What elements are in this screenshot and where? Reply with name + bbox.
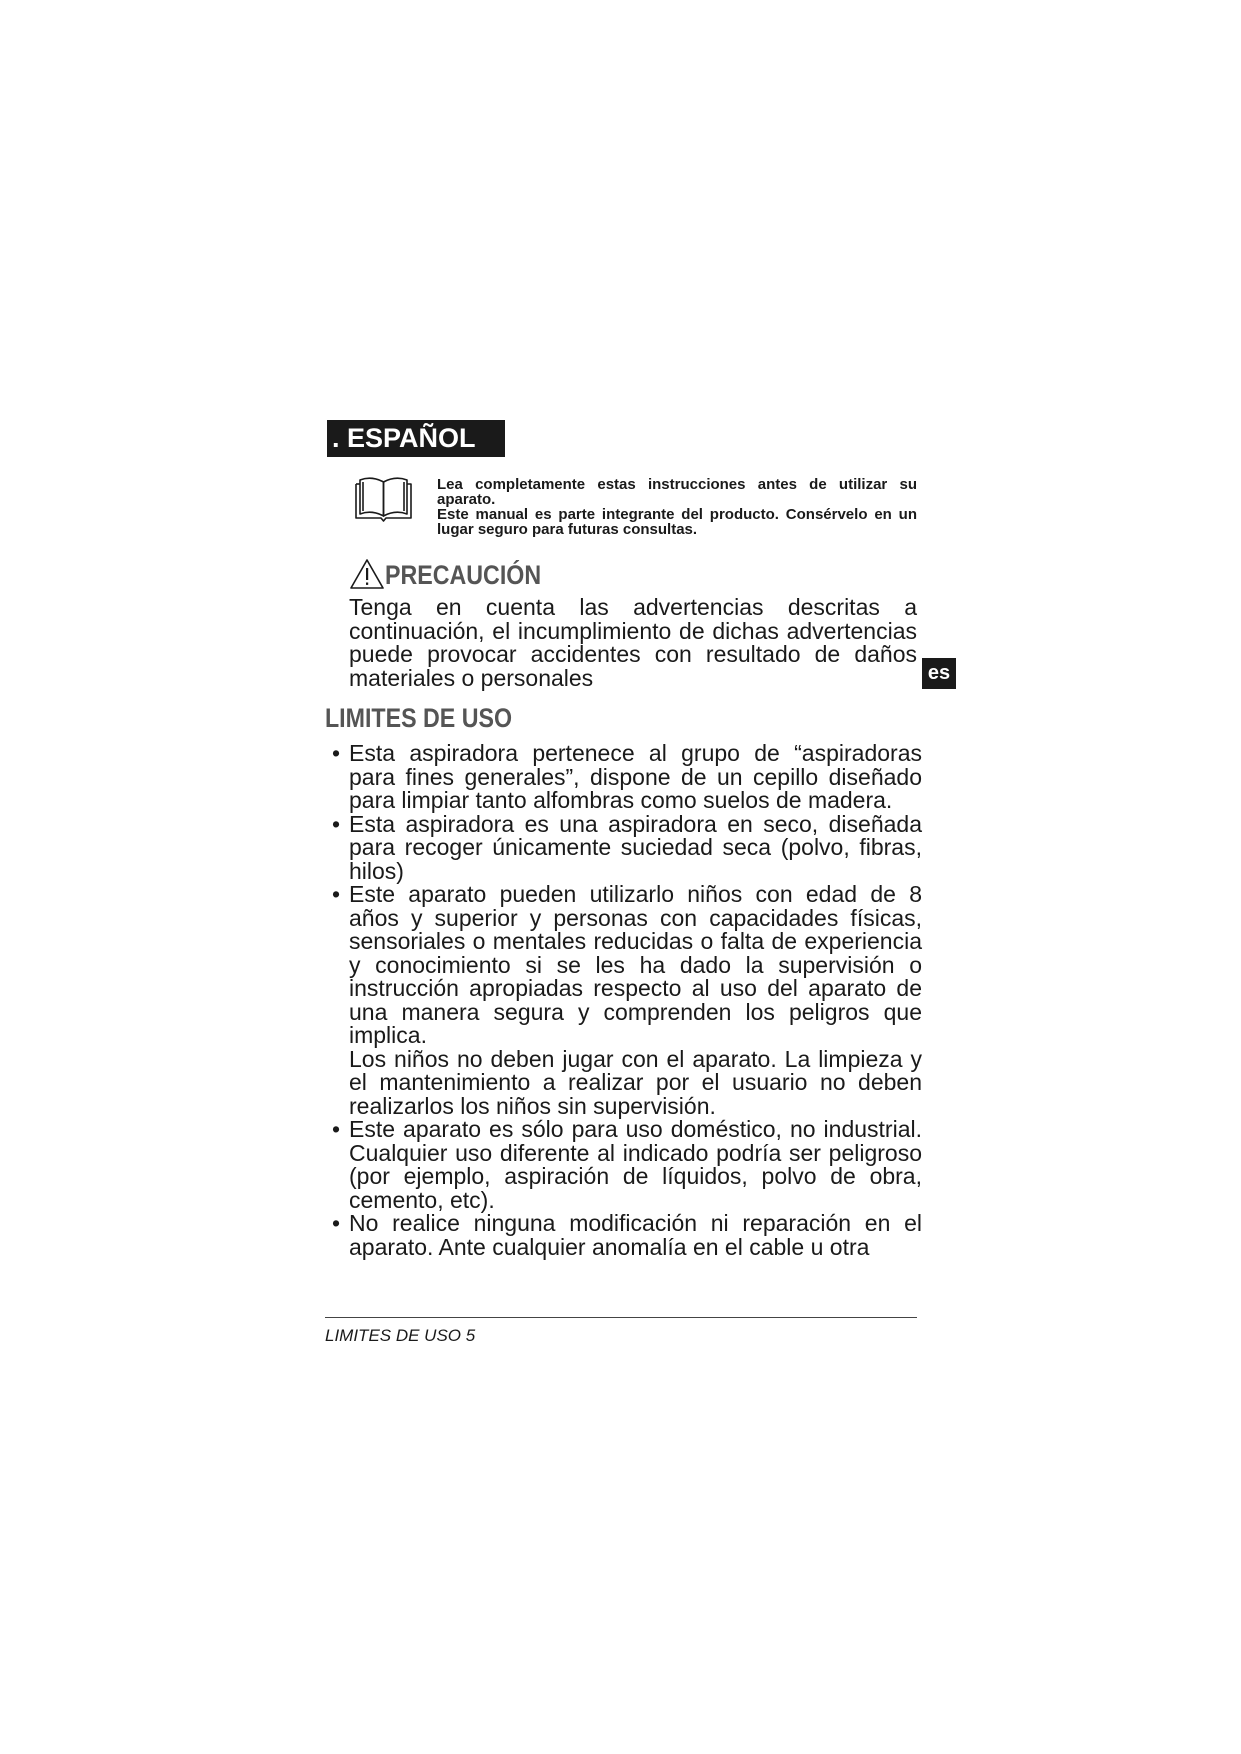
- language-badge: es: [922, 658, 956, 689]
- intro-notice: [437, 477, 917, 537]
- intro-keep-manual: Este manual es parte integrante del producto. Consérvelo en un lugar seguro para futuras consultas.: [437, 506, 917, 538]
- bullet: •: [332, 1116, 341, 1142]
- warning-title: PRECAUCIÓN: [385, 560, 542, 590]
- bullet: •: [332, 740, 341, 766]
- warning-triangle-icon: [349, 558, 385, 590]
- intro-read-instructions: Lea completamente estas instrucciones antes de utilizar su aparato.: [437, 476, 917, 508]
- list-item: [332, 742, 922, 813]
- list-item-text: Esta aspiradora es una aspiradora en seco, diseñada para recoger únicamente suciedad seca (polvo, fibras, hilos): [349, 810, 922, 884]
- list-item-text: Esta aspiradora pertenece al grupo de “aspiradoras para fines generales”, dispone de un cepillo diseñado para limpiar tanto alfombras como suelos de madera.: [349, 740, 922, 813]
- list-item-text: Los niños no deben jugar con el aparato. La limpieza y el mantenimiento a realizar por el usuario no deben realizarlos los niños sin supervisión.: [349, 1045, 922, 1119]
- list-item-text: Este aparato es sólo para uso doméstico, no industrial. Cualquier uso diferente al indicado podría ser peligroso (por ejemplo, aspiración de líquidos, polvo de obra, cemento, etc).: [349, 1116, 922, 1213]
- open-book-icon: [354, 476, 413, 522]
- usage-limits-list: [332, 742, 922, 1259]
- bullet: •: [332, 1210, 341, 1236]
- list-item: [332, 810, 922, 884]
- bullet: •: [332, 810, 341, 837]
- bullet: •: [332, 881, 341, 907]
- list-item-text: No realice ninguna modificación ni reparación en el aparato. Ante cualquier anomalía en el cable u otra: [349, 1210, 922, 1260]
- list-item-text: Este aparato pueden utilizarlo niños con edad de 8 años y superior y personas con capacidades físicas, sensoriales o mentales reducidas o falta de experiencia y conocimiento si se les ha dado la supervisión o instrucción apropiadas respecto al uso del aparato de una manera segura y comprenden los peligros que implica.: [349, 881, 922, 1048]
- section-title: LIMITES DE USO: [325, 703, 513, 733]
- list-item: [332, 1118, 922, 1212]
- language-section-header: . ESPAÑOL: [327, 420, 505, 457]
- warning-heading: [349, 554, 567, 590]
- list-item: [332, 883, 922, 1118]
- page-footer: LIMITES DE USO 5: [325, 1326, 476, 1345]
- list-item: [332, 1212, 922, 1259]
- footer-divider: [325, 1317, 917, 1318]
- warning-body: Tenga en cuenta las advertencias descritas a continuación, el incumplimiento de dichas advertencias puede provocar accidentes con resultado de daños materiales o personales: [349, 594, 917, 691]
